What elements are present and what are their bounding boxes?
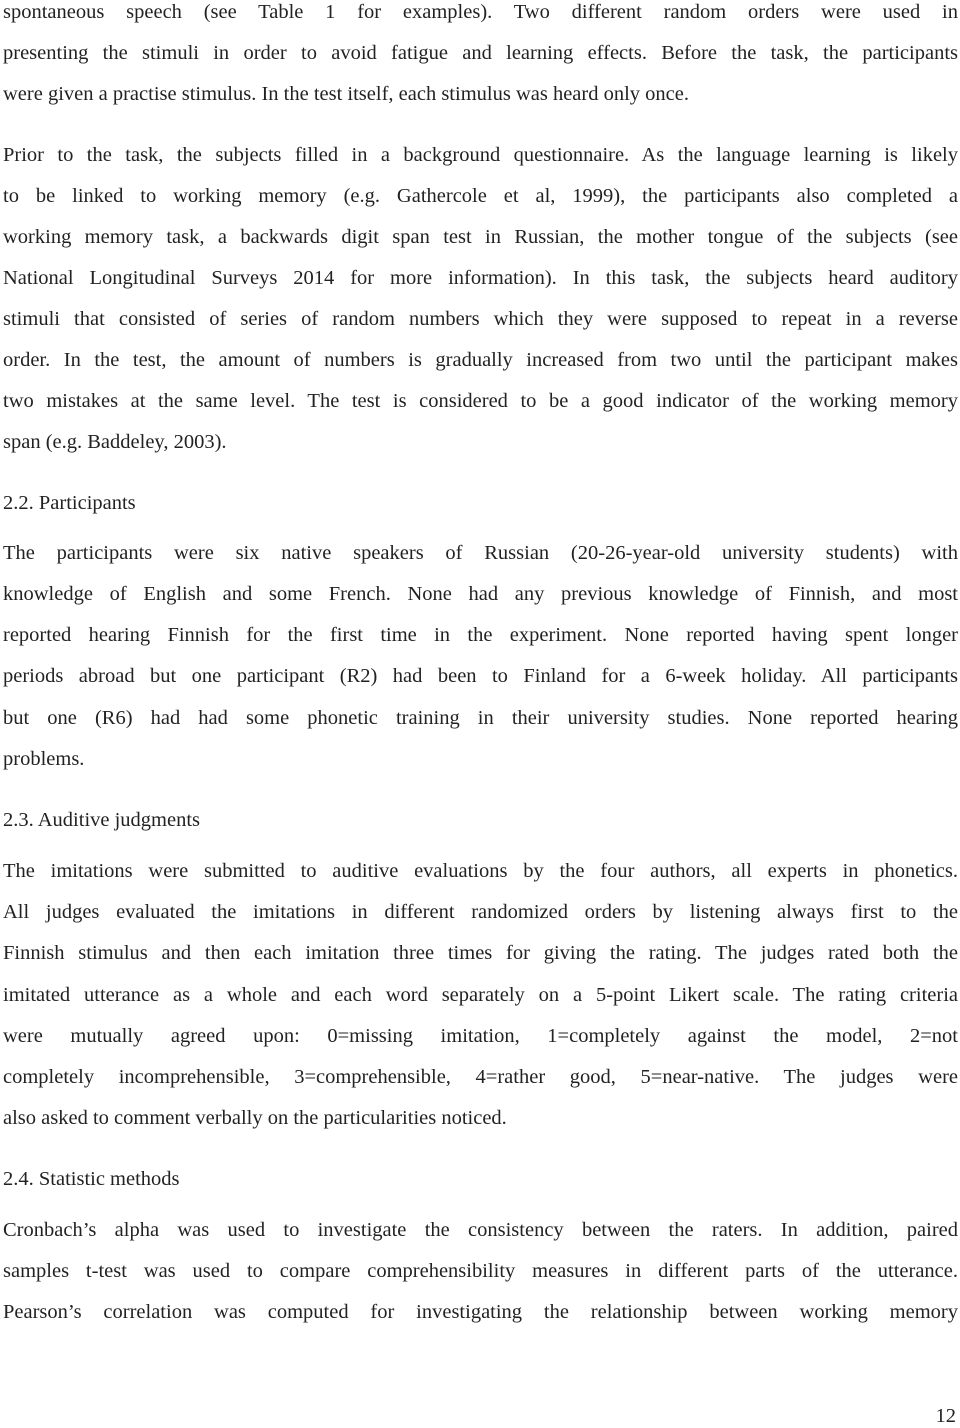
paragraph-line: Pearson’s correlation was computed for investigating the relationship between working memory: [3, 1301, 958, 1323]
paragraph-line: The participants were six native speakers of Russian (20-26-year-old university students) with: [3, 542, 958, 564]
section-heading: 2.2. Participants: [3, 492, 136, 514]
paragraph-line: Cronbach’s alpha was used to investigate the consistency between the raters. In addition, paired: [3, 1219, 958, 1241]
paragraph-line: stimuli that consisted of series of random numbers which they were supposed to repeat in a reverse: [3, 308, 958, 330]
paragraph-line: Finnish stimulus and then each imitation three times for giving the rating. The judges rated both the: [3, 942, 958, 964]
paragraph-line: working memory task, a backwards digit span test in Russian, the mother tongue of the subjects (see: [3, 226, 958, 248]
paragraph-line: knowledge of English and some French. None had any previous knowledge of Finnish, and most: [3, 583, 958, 605]
paragraph-line: order. In the test, the amount of numbers is gradually increased from two until the participant makes: [3, 349, 958, 371]
paragraph-line: periods abroad but one participant (R2) had been to Finland for a 6-week holiday. All participants: [3, 665, 958, 687]
paragraph-line: span (e.g. Baddeley, 2003).: [3, 431, 227, 453]
paragraph-line: samples t-test was used to compare comprehensibility measures in different parts of the utterance.: [3, 1260, 958, 1282]
paragraph-line: also asked to comment verbally on the particularities noticed.: [3, 1107, 507, 1129]
paragraph-line: reported hearing Finnish for the first time in the experiment. None reported having spent longer: [3, 624, 958, 646]
paragraph-line: problems.: [3, 748, 85, 770]
paragraph-line: but one (R6) had had some phonetic training in their university studies. None reported hearing: [3, 707, 958, 729]
paragraph-line: were mutually agreed upon: 0=missing imitation, 1=completely against the model, 2=not: [3, 1025, 958, 1047]
paragraph-line: to be linked to working memory (e.g. Gathercole et al, 1999), the participants also completed a: [3, 185, 958, 207]
paragraph-line: imitated utterance as a whole and each word separately on a 5-point Likert scale. The rating criteria: [3, 984, 958, 1006]
paragraph-line: two mistakes at the same level. The test is considered to be a good indicator of the working memory: [3, 390, 958, 412]
section-heading: 2.4. Statistic methods: [3, 1168, 180, 1190]
paragraph-line: All judges evaluated the imitations in different randomized orders by listening always first to the: [3, 901, 958, 923]
paragraph-line: completely incomprehensible, 3=comprehensible, 4=rather good, 5=near-native. The judges were: [3, 1066, 958, 1088]
paragraph-line: presenting the stimuli in order to avoid fatigue and learning effects. Before the task, the participants: [3, 42, 958, 64]
paragraph-line: National Longitudinal Surveys 2014 for more information). In this task, the subjects heard auditory: [3, 267, 958, 289]
paragraph-line: Prior to the task, the subjects filled in a background questionnaire. As the language learning is likely: [3, 144, 958, 166]
paragraph-line: were given a practise stimulus. In the test itself, each stimulus was heard only once.: [3, 83, 689, 105]
paragraph-line: spontaneous speech (see Table 1 for examples). Two different random orders were used in: [3, 1, 958, 23]
paragraph-line: The imitations were submitted to auditive evaluations by the four authors, all experts in phonetics.: [3, 860, 958, 882]
page-number: 12: [935, 1405, 956, 1427]
section-heading: 2.3. Auditive judgments: [3, 809, 201, 831]
